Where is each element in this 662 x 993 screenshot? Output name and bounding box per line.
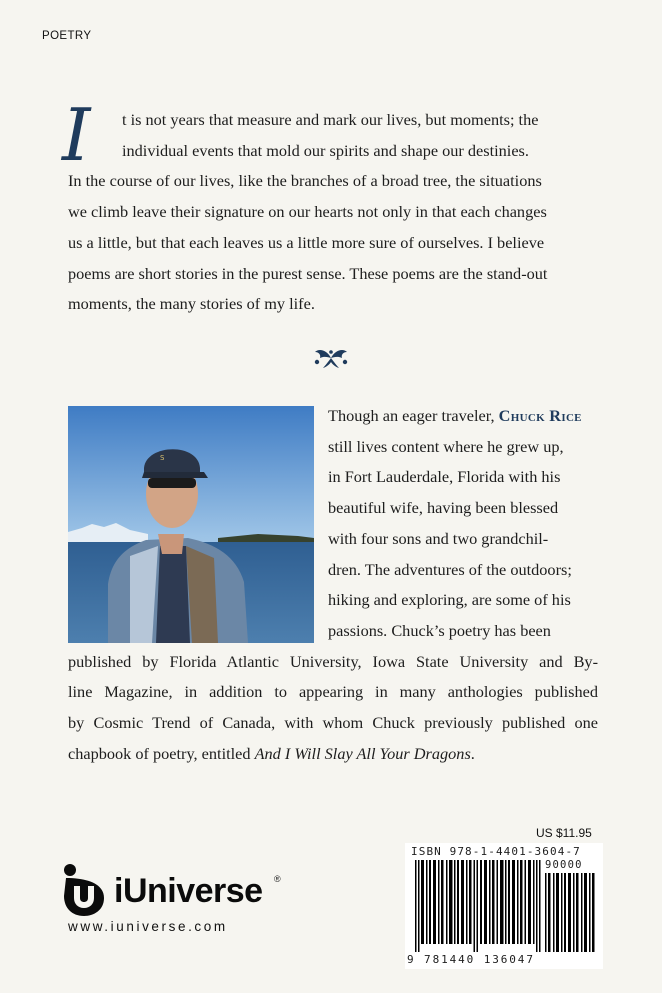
registered-mark: ® <box>274 874 281 884</box>
bio-line: published by Florida Atlantic University, Iowa State University and By- <box>68 651 598 671</box>
intro-line: poems are short stories in the purest sense. These poems are the stand-out <box>68 263 548 283</box>
bio-line <box>68 401 598 432</box>
genre-label: POETRY <box>42 30 92 42</box>
intro-line: individual events that mold our spirits and shape our destinies. <box>122 140 529 160</box>
bio-line: line Magazine, in addition to appearing in many anthologies published <box>68 682 598 702</box>
bio-text: Though an eager traveler, <box>328 406 499 425</box>
addon-barcode-bars <box>545 873 597 952</box>
book-title: And I Will Slay All Your Dragons <box>254 743 471 763</box>
bio-line: in Fort Lauderdale, Florida with his <box>328 467 561 487</box>
intro-line: we climb leave their signature on our hearts not only in that each changes <box>68 202 547 222</box>
floral-ornament-icon <box>311 346 351 370</box>
bio-line: by Cosmic Trend of Canada, with whom Chuck previously published one <box>68 713 598 733</box>
bio-text: . <box>470 743 475 763</box>
intro-line: t is not years that measure and mark our lives, but moments; the <box>122 110 539 129</box>
price-addon-number: 90000 <box>545 859 583 871</box>
publisher-name: iUniverse <box>114 872 263 910</box>
bio-line: with four sons and two grandchil- <box>328 528 549 548</box>
drop-cap: I <box>62 93 91 177</box>
intro-line: us a little, but that each leaves us a little more sure of ourselves. I believe <box>68 232 545 252</box>
intro-line: moments, the many stories of my life. <box>68 294 315 314</box>
author-bio <box>68 401 598 769</box>
intro-line: In the course of our lives, like the branches of a broad tree, the situations <box>68 171 542 191</box>
bio-line: dren. The adventures of the outdoors; <box>328 559 572 579</box>
publisher-url: www.iuniverse.com <box>68 919 228 934</box>
intro-passage <box>62 93 598 320</box>
bio-line: beautiful wife, having been blessed <box>328 498 559 518</box>
bio-line: passions. Chuck’s poetry has been <box>328 620 551 640</box>
bio-text: chapbook of poetry, entitled <box>68 743 255 763</box>
ean-barcode-bars <box>415 860 541 952</box>
ean-digits: 9 781440 136047 <box>407 953 535 966</box>
svg-text:S: S <box>160 454 165 462</box>
bio-line: still lives content where he grew up, <box>328 436 564 456</box>
iuniverse-logo-icon <box>60 862 108 918</box>
price-label: US $11.95 <box>536 826 592 840</box>
isbn-barcode <box>405 843 603 969</box>
author-name: Chuck Rice <box>498 406 582 425</box>
bio-line: hiking and exploring, are some of his <box>328 590 571 610</box>
bio-line <box>68 739 598 770</box>
isbn-label: ISBN 978-1-4401-3604-7 <box>411 845 581 858</box>
publisher-logo <box>60 860 300 920</box>
